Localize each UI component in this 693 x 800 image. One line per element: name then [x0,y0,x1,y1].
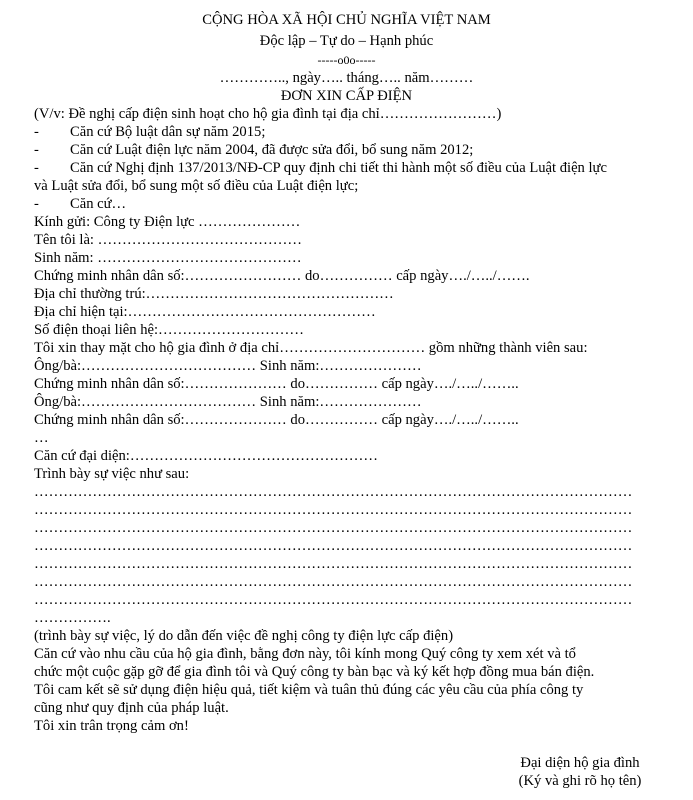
name-field[interactable]: Tên tôi là: …………………………………… [34,232,302,248]
commitment-paragraph: Tôi cam kết sẽ sử dụng điện hiệu quả, tiết kiệm và tuân thủ đúng các yêu cầu của phía công ty [34,682,584,698]
blank-line[interactable]: …………………………………………………………………………………………………………… [34,520,633,536]
legal-basis-text: Căn cứ… [70,196,127,212]
request-paragraph: Căn cứ vào nhu cầu của hộ gia đình, bằng đơn này, tôi kính mong Quý công ty xem xét và tổ [34,646,576,662]
blank-line[interactable]: …………………………………………………………………………………………………………… [34,592,633,608]
current-address-field[interactable]: Địa chỉ hiện tại:…………………………………………… [34,304,376,320]
household-address-field[interactable]: Tôi xin thay mặt cho hộ gia đình ở địa chỉ………………………… gồm những thành viên sau: [34,340,588,356]
legal-basis-text: Căn cứ Bộ luật dân sự năm 2015; [70,124,266,140]
blank-line[interactable]: …………………………………………………………………………………………………………… [34,556,633,572]
document-title: ĐƠN XIN CẤP ĐIỆN [280,88,413,104]
legal-basis-item [34,123,266,141]
bullet: - [34,160,39,176]
blank-line[interactable]: …………………………………………………………………………………………………………… [34,574,633,590]
request-paragraph-cont: chức một cuộc gặp gỡ để gia đình tôi và Quý công ty bàn bạc và ký kết hợp đồng mua bán điện. [34,664,595,680]
permanent-address-field[interactable]: Địa chỉ thường trú:…………………………………………… [34,286,394,302]
header-separator: -----o0o----- [317,53,376,67]
signature-instruction: (Ký và ghi rõ họ tên) [518,773,642,789]
member-name-field[interactable]: Ông/bà:……………………………… Sinh năm:………………… [34,358,422,374]
motto: Độc lập – Tự do – Hạnh phúc [259,33,434,49]
blank-line[interactable]: …………………………………………………………………………………………………………… [34,538,633,554]
thanks-line: Tôi xin trân trọng cảm ơn! [34,718,189,734]
blank-line[interactable]: …………………………………………………………………………………………………………… [34,484,633,500]
id-card-field[interactable]: Chứng minh nhân dân số:…………………… do…………… cấp ngày…./…../……. [34,268,530,284]
legal-basis-continuation: và Luật sửa đổi, bổ sung một số điều của Luật điện lực; [34,178,359,194]
bullet: - [34,196,39,212]
date-line: ………….., ngày….. tháng….. năm……… [219,70,474,86]
subject-line: (V/v: Đề nghị cấp điện sinh hoạt cho hộ gia đình tại địa chỉ……………………) [34,106,502,122]
statement-heading: Trình bày sự việc như sau: [34,466,190,482]
bullet: - [34,142,39,158]
blank-line[interactable]: …………………………………………………………………………………………………………… [34,502,633,518]
nation-title: CỘNG HÒA XÃ HỘI CHỦ NGHĨA VIỆT NAM [202,12,491,28]
recipient-field[interactable]: Kính gửi: Công ty Điện lực ………………… [34,214,301,230]
member-id-card-field[interactable]: Chứng minh nhân dân số:………………… do…………… cấp ngày…./…../…….. [34,376,519,392]
legal-basis-item [34,195,127,213]
legal-basis-text: Căn cứ Luật điện lực năm 2004, đã được sửa đổi, bổ sung năm 2012; [70,142,474,158]
statement-note: (trình bày sự việc, lý do dẫn đến việc đề nghị công ty điện lực cấp điện) [34,628,454,644]
bullet: - [34,124,39,140]
legal-basis-item [34,159,607,177]
signature-title: Đại diện hộ gia đình [520,755,640,771]
phone-field[interactable]: Số điện thoại liên hệ:………………………… [34,322,304,338]
ellipsis-line: … [34,430,49,446]
representation-basis-field[interactable]: Căn cứ đại diện:…………………………………………… [34,448,378,464]
birth-year-field[interactable]: Sinh năm: …………………………………… [34,250,302,266]
legal-basis-item [34,141,474,159]
member-name-field[interactable]: Ông/bà:……………………………… Sinh năm:………………… [34,394,422,410]
blank-line-short[interactable]: ……………. [34,610,111,626]
member-id-card-field[interactable]: Chứng minh nhân dân số:………………… do…………… cấp ngày…./…../…….. [34,412,519,428]
legal-basis-text: Căn cứ Nghị định 137/2013/NĐ-CP quy định chi tiết thi hành một số điều của Luật điện lực [70,160,607,176]
commitment-paragraph-cont: cũng như quy định của pháp luật. [34,700,229,716]
